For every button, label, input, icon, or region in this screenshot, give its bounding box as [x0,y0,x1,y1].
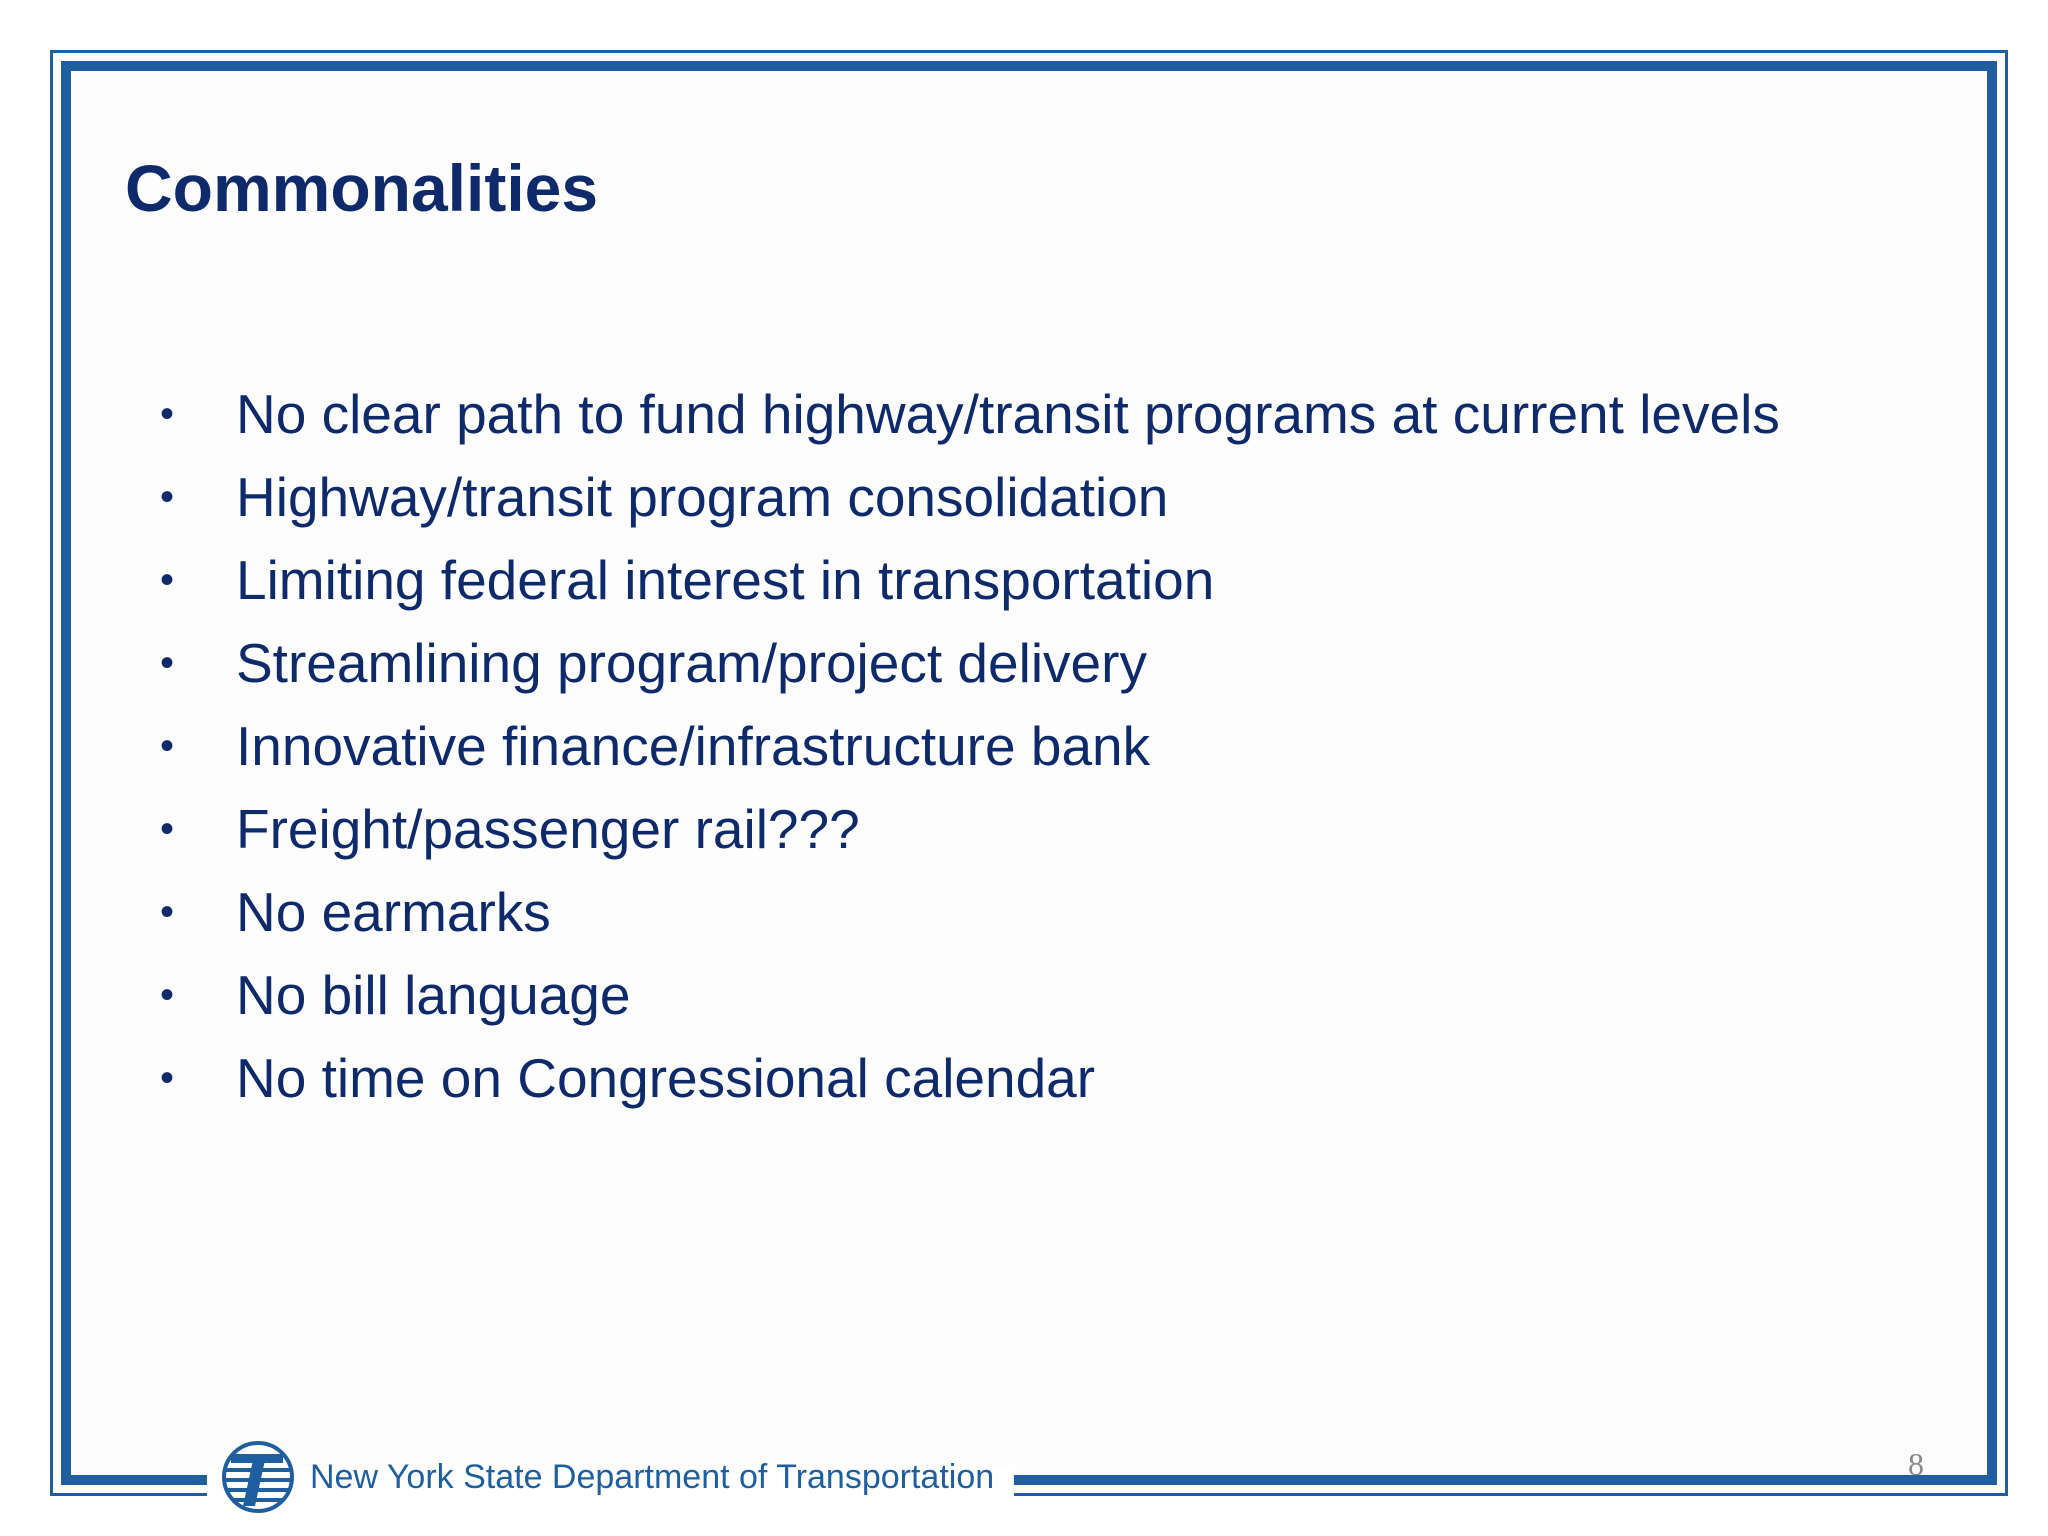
bullet-text: Innovative finance/infrastructure bank [236,715,1151,777]
bullet-icon: • [160,558,175,602]
bullet-icon: • [160,724,175,768]
bullet-text: Freight/passenger rail??? [236,798,860,860]
nysdot-logo-icon [221,1440,295,1514]
bullet-text: Highway/transit program consolidation [236,466,1169,528]
bullet-text: Streamlining program/project delivery [236,632,1147,694]
bullet-text: No earmarks [236,881,551,943]
bullet-icon: • [160,973,175,1017]
bullet-icon: • [160,1056,175,1100]
slide-title: Commonalities [125,151,599,225]
bullet-text: Limiting federal interest in transportation [236,549,1215,611]
bullet-text: No bill language [236,964,631,1026]
bullet-text: No clear path to fund highway/transit programs at current levels [236,383,1780,445]
page-number: 8 [1908,1446,1924,1482]
bullet-icon: • [160,890,175,934]
bullet-icon: • [160,392,175,436]
bullet-icon: • [160,475,175,519]
footer-organization: New York State Department of Transportation [310,1458,995,1496]
bullet-text: No time on Congressional calendar [236,1047,1096,1109]
bullet-icon: • [160,641,175,685]
bullet-icon: • [160,807,175,851]
